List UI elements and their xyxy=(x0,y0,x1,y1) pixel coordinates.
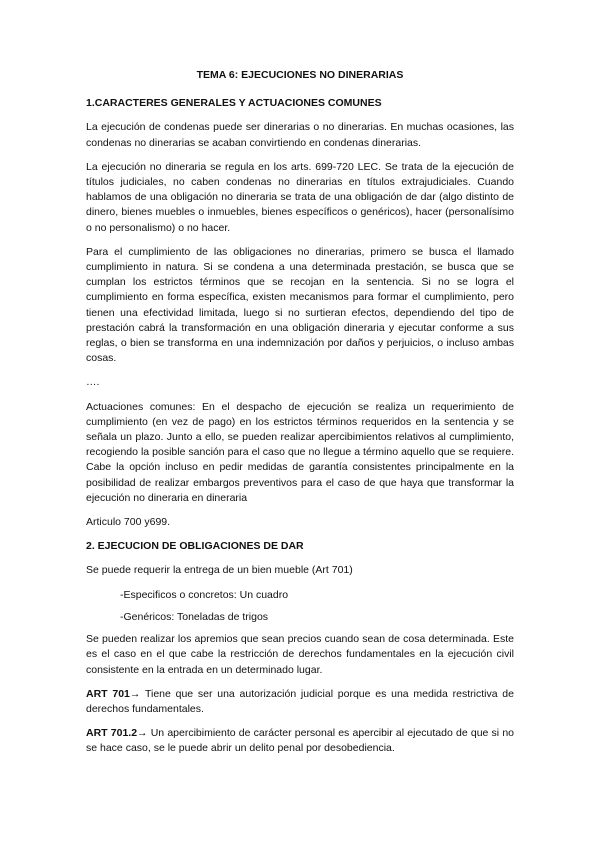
paragraph-3: Para el cumplimiento de las obligaciones no dinerarias, primero se busca el llamado cumplimiento in natura. Si se condena a una determinada prestación, se busca que se cumplan los estrictos términos que se recojan en la sentencia. Si no se logra el cumplimiento en forma específica, existen mecanismos para formar el cumplimiento, pero tienen una efectividad limitada, luego si no surtieran efectos, dependiendo del tipo de prestación cabrá la transformación en una obligación dineraria y ejecutar conforme a sus reglas, o bien se transforma en una indemnización por daños y perjuicios, o incluso ambas cosas. xyxy=(86,245,514,365)
section-heading-1: 1.CARACTERES GENERALES Y ACTUACIONES COMUNES xyxy=(86,97,382,110)
document-title: TEMA 6: EJECUCIONES NO DINERARIAS xyxy=(196,69,404,81)
paragraph-2: La ejecución no dineraria se regula en los arts. 699-720 LEC. Se trata de la ejecución de títulos judiciales, no caben condenas no dinerarias en títulos extrajudiciales. Cuando hablamos de una obligación no dineraria se trata de una obligación de dar (algo distinto de dinero, bienes muebles o inmuebles, bienes específicos o genéricos), hacer (personalísimo o no personalismo) o no hacer. xyxy=(86,160,514,234)
article-label: ART 701→ xyxy=(86,687,141,700)
article-text: Un apercibimiento de carácter personal es apercibir al ejecutado de que si no se hace caso, se le puede abrir un delito penal por desobediencia. xyxy=(86,727,515,755)
section-heading-2: 2. EJECUCION DE OBLIGACIONES DE DAR xyxy=(86,540,304,553)
paragraph-6: Se puede requerir la entrega de un bien mueble (Art 701) xyxy=(86,564,353,577)
paragraph-1: La ejecución de condenas puede ser dinerarias o no dinerarias. En muchas ocasiones, las condenas no dinerarias se acaban convirtiendo en condenas dinerarias. xyxy=(86,121,514,149)
article-label: ART 701.2→ xyxy=(86,727,148,740)
paragraph-9 xyxy=(86,726,514,756)
paragraph-5: Articulo 700 y699. xyxy=(86,516,171,529)
list-item: -Genéricos: Toneladas de trigos xyxy=(120,610,269,623)
ellipsis: …. xyxy=(86,376,100,389)
article-text: Tiene que ser una autorización judicial porque es una medida restrictiva de derechos fundamentales. xyxy=(86,687,514,715)
paragraph-8 xyxy=(86,687,514,717)
paragraph-7: Se pueden realizar los apremios que sean precios cuando sean de cosa determinada. Este es el caso en el que cabe la restricción de derechos fundamentales en la ejecución civil consistente en la entrada en un determinado lugar. xyxy=(86,633,514,676)
list-item: -Especificos o concretos: Un cuadro xyxy=(120,588,289,601)
paragraph-4: Actuaciones comunes: En el despacho de ejecución se realiza un requerimiento de cumplimiento (en vez de pago) en los estrictos términos requeridos en la sentencia y se señala un plazo. Junto a ello, se pueden realizar apercibimientos relativos al cumplimiento, recogiendo la posible sanción para el caso que no llegue a término aquello que se requiere. Cabe la opción incluso en pedir medidas de garantía consistentes principalmente en la posibilidad de realizar embargos preventivos para el caso de que haya que transformar la ejecución no dineraria en dineraria xyxy=(86,400,514,504)
document-body xyxy=(86,68,514,766)
